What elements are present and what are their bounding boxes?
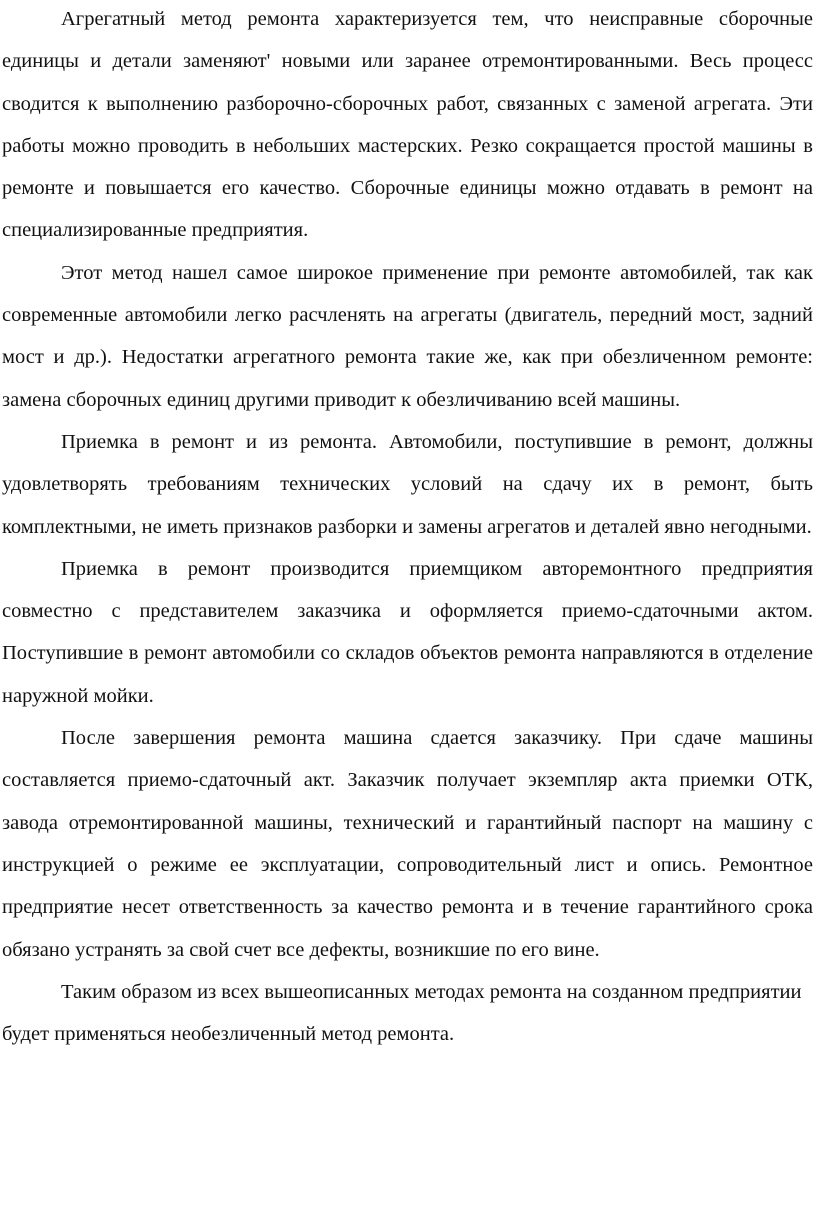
paragraph-aggregate-method: Агрегатный метод ремонта характеризуется тем, что неисправные сборочные единицы и детали заменяют' новыми или заранее отремонтированными. Весь процесс сводится к выполнению разборочно-сборочных работ, связанных с заменой агрегата. Эти работы можно проводить в небольших мастерских. Резко сокращается простой машины в ремонте и повышается его качество. Сборочные единицы можно отдавать в ремонт на специализированные предприятия.	[2, 8, 813, 242]
paragraph-acceptance-requirements: Приемка в ремонт и из ремонта. Автомобили, поступившие в ремонт, должны удовлетворять требованиям технических условий на сдачу их в ремонт, быть комплектными, не иметь признаков разборки и замены агрегатов и деталей явно негодными.	[2, 430, 813, 538]
paragraph-conclusion: Таким образом из всех вышеописанных методах ремонта на созданном предприятии будет применяться необезличенный метод ремонта.	[2, 980, 802, 1046]
paragraph-acceptance-procedure: Приемка в ремонт производится приемщиком авторемонтного предприятия совместно с представителем заказчика и оформляется приемо-сдаточными актом. Поступившие в ремонт автомобили со складов объектов ремонта направляются в отделение наружной мойки.	[2, 557, 813, 707]
paragraph-method-application: Этот метод нашел самое широкое применение при ремонте автомобилей, так как современные автомобили легко расчленять на агрегаты (двигатель, передний мост, задний мост и др.). Недостатки агрегатного ремонта такие же, как при обезличенном ремонте: замена сборочных единиц другими приводит к обезличиванию всей машины.	[2, 261, 813, 411]
paragraph-delivery-to-customer: После завершения ремонта машина сдается заказчику. При сдаче машины составляется приемо-сдаточный акт. Заказчик получает экземпляр акта приемки ОТК, завода отремонтированной машины, технический и гарантийный паспорт на машину с инструкцией о режиме ее эксплуатации, сопроводительный лист и опись. Ремонтное предприятие несет ответственность за качество ремонта и в течение гарантийного срока обязано устранять за свой счет все дефекты, возникшие по его вине.	[2, 727, 813, 961]
